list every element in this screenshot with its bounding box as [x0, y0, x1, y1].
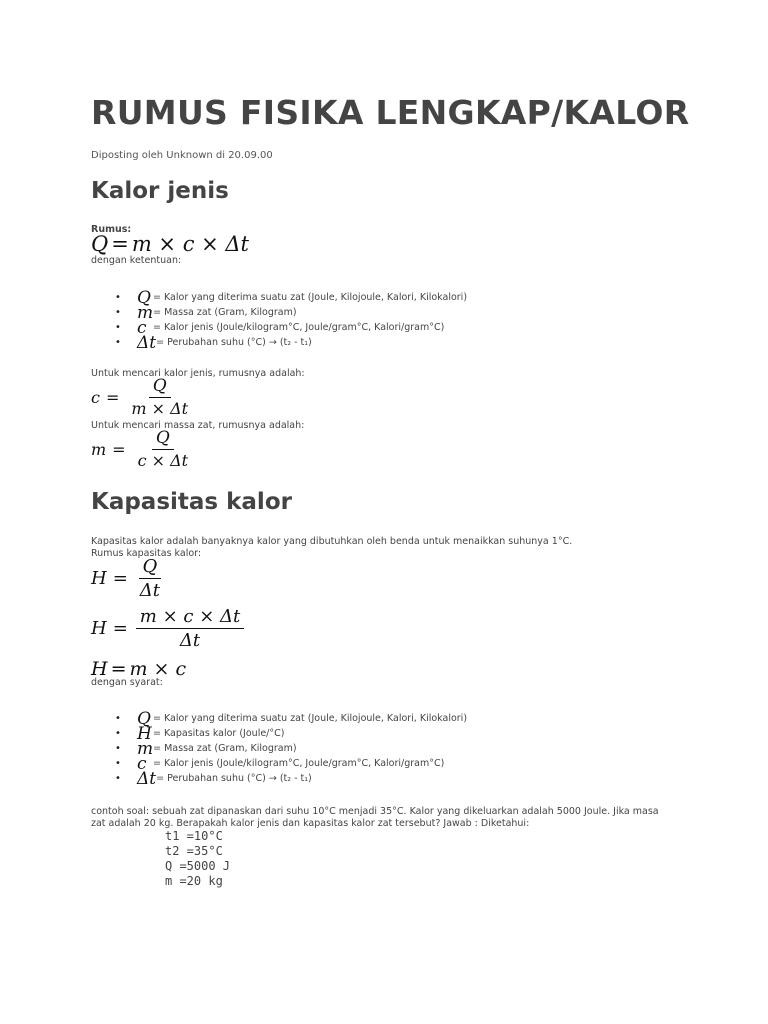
definition-text: = Kalor yang diterima suatu zat (Joule, Kilojoule, Kalori, Kilokalori) — [153, 713, 468, 724]
rumus-kapasitas-text: Rumus kapasitas kalor: — [91, 548, 202, 559]
heading-kalor-jenis: Kalor jenis — [91, 178, 229, 204]
symbol: c — [137, 753, 147, 774]
symbol: Q — [137, 708, 151, 729]
denominator: Δt — [179, 629, 201, 651]
bullet: • — [115, 337, 121, 348]
find-c-text: Untuk mencari kalor jenis, rumusnya adalah: — [91, 368, 305, 379]
kapasitas-description: Kapasitas kalor adalah banyaknya kalor yang dibutuhkan oleh benda untuk menaikkan suhunya 1°C. — [91, 536, 573, 547]
list-item — [115, 302, 467, 323]
definition-text: = Massa zat (Gram, Kilogram) — [153, 743, 297, 754]
formula-lhs: H — [91, 618, 107, 640]
bullet: • — [115, 322, 121, 333]
given-line: t1 =10°C — [165, 829, 223, 843]
given-line: t2 =35°C — [165, 844, 223, 858]
equals-sign: = — [112, 568, 128, 590]
contoh-soal-line-1: contoh soal: sebuah zat dipanaskan dari suhu 10°C menjadi 35°C. Kalor yang dikeluarkan adalah 5000 Joule. Jika masa — [91, 806, 659, 817]
dengan-ketentuan: dengan ketentuan: — [91, 255, 182, 266]
dengan-syarat: dengan syarat: — [91, 677, 163, 688]
equals-sign: = — [112, 439, 126, 459]
definitions-list-kapasitas — [115, 708, 468, 789]
definitions-list-kalor-jenis — [115, 287, 468, 353]
formula-q-main — [91, 232, 249, 256]
bullet: • — [115, 292, 121, 303]
definition-text: = Perubahan suhu (°C) → (t₂ - t₁) — [156, 773, 312, 784]
heading-kapasitas-kalor: Kapasitas kalor — [91, 489, 292, 515]
contoh-soal-line-2: zat adalah 20 kg. Berapakah kalor jenis dan kapasitas kalor zat tersebut? Jawab : Diketahui: — [91, 818, 530, 829]
formula-lhs: H — [91, 568, 107, 590]
fraction — [127, 377, 192, 417]
list-item — [115, 708, 468, 729]
definition-text: = Perubahan suhu (°C) → (t₂ - t₁) — [156, 337, 312, 348]
symbol: c — [137, 317, 147, 338]
bullet: • — [115, 758, 121, 769]
numerator: Q — [152, 429, 174, 450]
definition-text: = Kalor yang diterima suatu zat (Joule, Kilojoule, Kalori, Kilokalori) — [153, 292, 468, 303]
symbol: Δt — [137, 332, 157, 353]
fraction — [134, 429, 193, 469]
list-item — [115, 332, 467, 353]
equals-sign: = — [105, 387, 120, 407]
bullet: • — [115, 743, 121, 754]
formula-rhs: m × c × Δt — [131, 232, 249, 256]
numerator: Q — [139, 557, 162, 579]
find-m-text: Untuk mencari massa zat, rumusnya adalah: — [91, 420, 305, 431]
equals-sign: = — [112, 618, 128, 640]
list-item — [115, 738, 467, 759]
formula-lhs: m — [91, 439, 107, 459]
fraction — [136, 607, 244, 651]
bullet: • — [115, 307, 121, 318]
post-meta: Diposting oleh Unknown di 20.09.00 — [91, 150, 273, 161]
denominator: Δt — [139, 579, 161, 601]
formula-eq: = — [110, 658, 127, 680]
bullet: • — [115, 728, 121, 739]
formula-lhs: Q — [91, 232, 109, 256]
formula-eq: = — [111, 232, 129, 256]
list-item — [115, 723, 467, 744]
rumus-label: Rumus: — [91, 224, 132, 235]
symbol: H — [137, 723, 152, 744]
formula-lhs: H — [91, 658, 108, 680]
formula-h-2 — [91, 607, 244, 651]
formula-lhs: c — [91, 387, 100, 407]
numerator: Q — [149, 377, 171, 398]
symbol: m — [137, 738, 154, 759]
symbol: m — [137, 302, 154, 323]
symbol: Δt — [137, 768, 157, 789]
definition-text: = Kalor jenis (Joule/kilogram°C, Joule/gram°C, Kalori/gram°C) — [153, 758, 445, 769]
symbol: Q — [137, 287, 151, 308]
formula-rhs: m × c — [129, 658, 187, 680]
list-item — [115, 753, 467, 774]
definition-text: = Kapasitas kalor (Joule/°C) — [153, 728, 285, 739]
denominator: m × Δt — [131, 398, 189, 418]
numerator: m × c × Δt — [136, 607, 244, 629]
definition-text: = Kalor jenis (Joule/kilogram°C, Joule/gram°C, Kalori/gram°C) — [153, 322, 445, 333]
page-title: RUMUS FISIKA LENGKAP/KALOR — [91, 93, 690, 132]
list-item — [115, 768, 467, 789]
given-line: m =20 kg — [165, 874, 223, 888]
formula-m — [91, 429, 192, 469]
given-line: Q =5000 J — [165, 859, 231, 873]
givens-block — [165, 829, 230, 889]
bullet: • — [115, 773, 121, 784]
formula-c — [91, 377, 192, 417]
formula-h-1 — [91, 557, 164, 601]
list-item — [115, 287, 468, 308]
denominator: c × Δt — [137, 450, 189, 470]
bullet: • — [115, 713, 121, 724]
fraction — [136, 557, 164, 601]
list-item — [115, 317, 467, 338]
definition-text: = Massa zat (Gram, Kilogram) — [153, 307, 297, 318]
